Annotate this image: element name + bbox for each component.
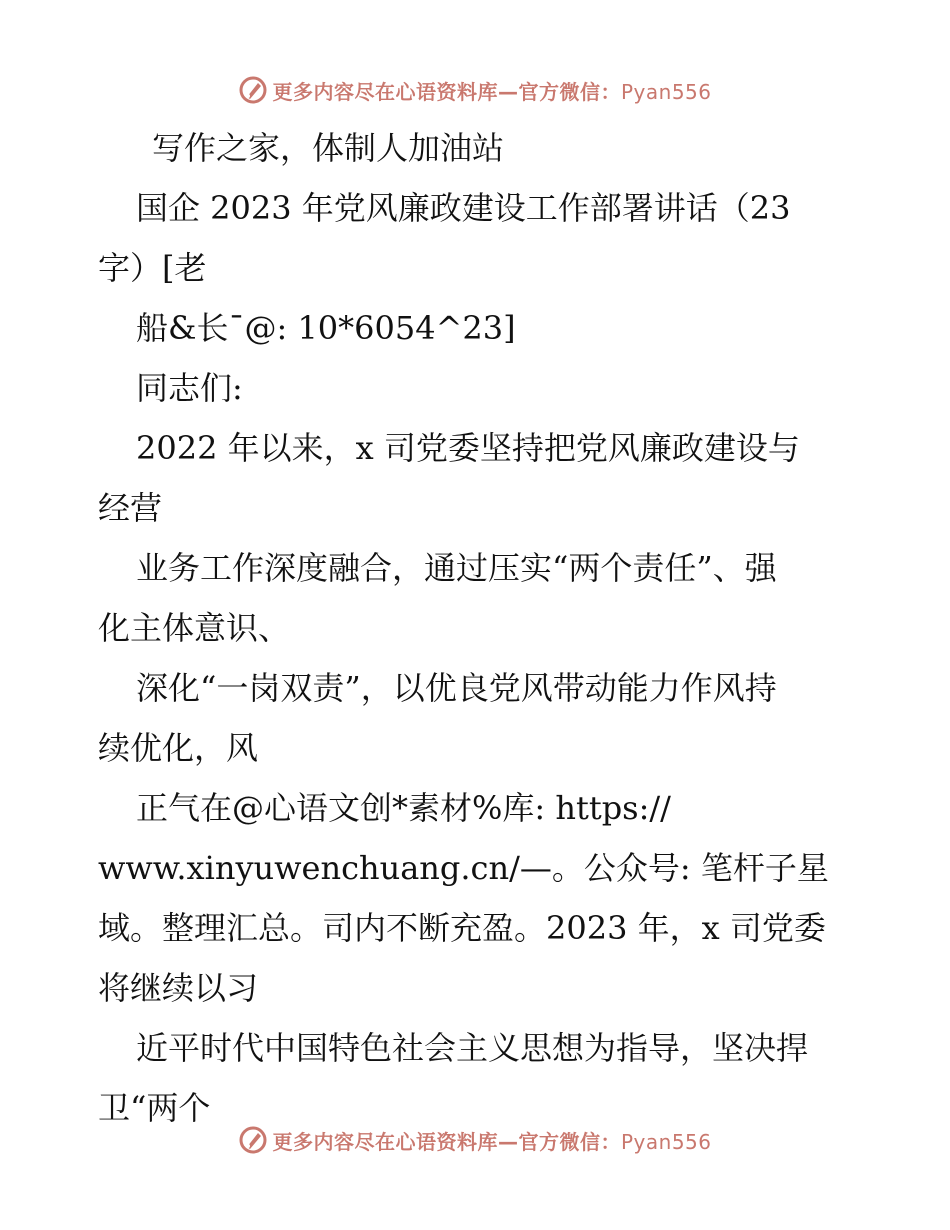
doc-paragraph-line: 经营	[98, 489, 163, 527]
doc-paragraph-line: 续优化，风	[98, 729, 259, 767]
doc-paragraph-line: 正气在@心语文创*素材%库: https://	[136, 789, 671, 827]
doc-paragraph-line: 将继续以习	[98, 969, 259, 1007]
doc-paragraph-line: 业务工作深度融合，通过压实“两个责任”、强	[136, 549, 777, 587]
footer-banner	[0, 1120, 950, 1160]
pen-logo-icon	[238, 75, 268, 105]
pen-logo-icon	[238, 1125, 268, 1155]
doc-paragraph-line: 近平时代中国特色社会主义思想为指导，坚决捍	[136, 1029, 809, 1067]
banner-label: 更多内容尽在心语资料库—官方微信：	[272, 79, 621, 104]
banner-label: 更多内容尽在心语资料库—官方微信：	[272, 1129, 621, 1154]
doc-title-line: 字）[老	[98, 249, 207, 287]
doc-paragraph-line: 卫“两个	[98, 1089, 211, 1127]
header-banner	[0, 70, 950, 110]
doc-paragraph-line: www.xinyuwenchuang.cn/—。公众号: 笔杆子星	[98, 849, 829, 887]
doc-paragraph-line: 2022 年以来，x 司党委坚持把党风廉政建设与	[136, 429, 800, 467]
document-body	[98, 118, 858, 1138]
doc-paragraph-line: 域。整理汇总。司内不断充盈。2023 年，x 司党委	[98, 909, 826, 947]
banner-text	[272, 1126, 711, 1155]
doc-salutation: 同志们:	[136, 369, 243, 407]
banner-text	[272, 76, 711, 105]
doc-paragraph-line: 化主体意识、	[98, 609, 291, 647]
doc-paragraph-line: 深化“一岗双责”，以优良党风带动能力作风持	[136, 669, 777, 707]
doc-line: 写作之家，体制人加油站	[152, 129, 505, 167]
doc-title-line: 国企 2023 年党风廉政建设工作部署讲话（23	[136, 189, 791, 227]
banner-handle: Pyan556	[620, 1129, 712, 1154]
banner-handle: Pyan556	[620, 79, 712, 104]
doc-line: 船&长¯@: 10*6054^23]	[136, 309, 516, 347]
